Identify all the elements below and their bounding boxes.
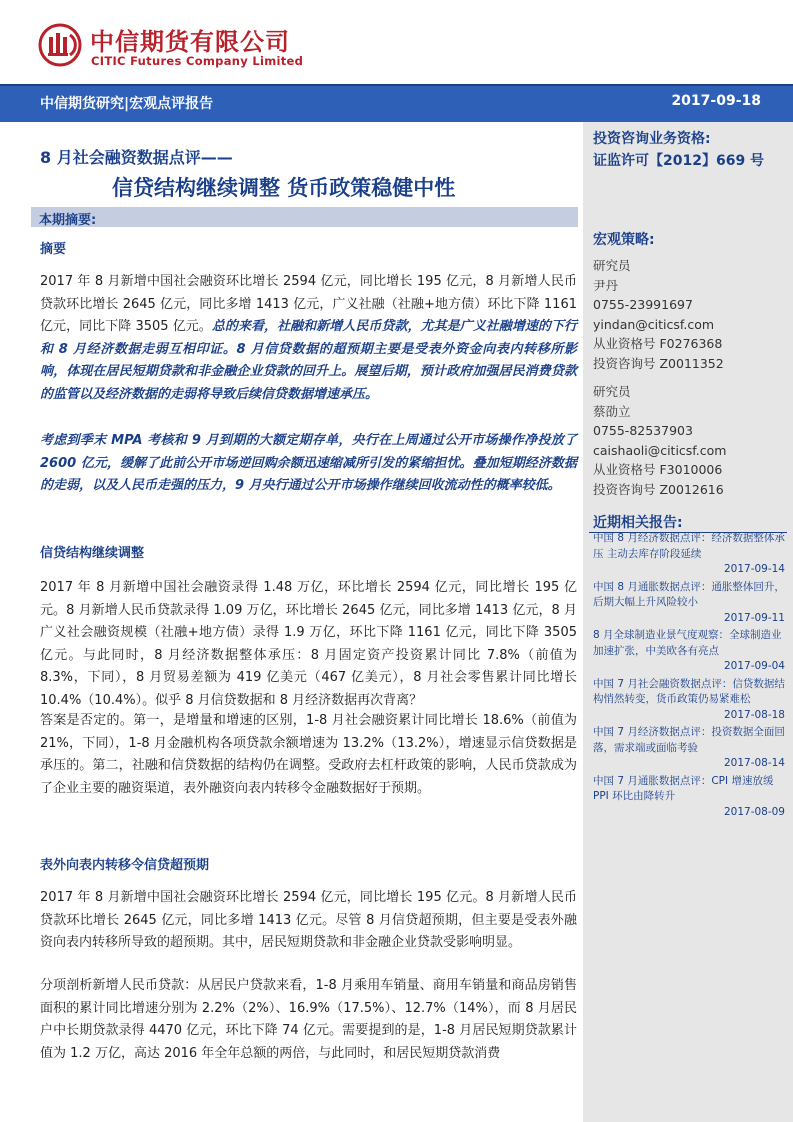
abstract-p1-emphasis: 总的来看，社融和新增人民币贷款，尤其是广义社融增速的下行和 8 月经济数据走弱互相印证。8 月信贷数据的超预期主要是受表外资金向表内转移所影响，体现在居民短期贷款和非金融企业贷款的回升上。展望后期，预计政府加强居民消费贷款的监管以及经济数据的走弱将导致后续信贷数据增速承压。 [40, 319, 577, 402]
researcher-consult: 投资咨询号 Z0012616 [593, 481, 724, 497]
related-report-date: 2017-09-11 [723, 611, 785, 624]
related-report-title: 中国 7 月经济数据点评：投资数据全面回落，需求端或面临考验 [593, 726, 785, 754]
researcher-email[interactable]: caishaoli@citicsf.com [593, 442, 727, 458]
related-report-title: 8 月全球制造业景气度观察：全球制造业加速扩张，中美欧各有亮点 [593, 629, 782, 657]
report-title-line1: 8 月社会融资数据点评—— [40, 148, 233, 167]
qualification-line2: 证监许可【2012】669 号 [593, 153, 765, 169]
related-report-title: 中国 7 月通胀数据点评：CPI 增速放缓 PPI 环比由降转升 [593, 774, 774, 802]
offbs-section-heading: 表外向表内转移令信贷超预期 [40, 858, 210, 873]
report-category: 中信期货研究|宏观点评报告 [40, 96, 214, 112]
researcher-consult: 投资咨询号 Z0011352 [593, 355, 724, 371]
related-reports-heading: 近期相关报告: [593, 515, 683, 531]
credit-section-heading: 信贷结构继续调整 [40, 546, 145, 561]
report-date: 2017-09-18 [671, 93, 761, 109]
abstract-paragraph-2 [40, 430, 577, 498]
researcher-role: 研究员 [593, 384, 631, 399]
abstract-heading: 摘要 [40, 242, 67, 257]
related-report-title: 中国 8 月通胀数据点评：通胀整体回升，后期大幅上升风险较小 [593, 580, 785, 608]
researcher-role: 研究员 [593, 258, 631, 273]
company-name-en: CITIC Futures Company Limited [91, 54, 304, 68]
related-report-item[interactable] [593, 580, 785, 627]
related-report-title: 中国 8 月经济数据点评：经济数据整体承压 主动去库存阶段延续 [593, 532, 785, 560]
related-report-item[interactable] [593, 677, 785, 724]
report-title-line2: 信贷结构继续调整 货币政策稳健中性 [112, 176, 456, 200]
researcher-2 [593, 382, 783, 499]
related-report-date: 2017-08-18 [723, 708, 785, 721]
researcher-phone: 0755-82537903 [593, 423, 693, 438]
related-report-date: 2017-09-04 [723, 660, 785, 672]
citic-logo-icon [38, 23, 82, 67]
offbs-paragraph-2: 分项剖析新增人民币贷款：从居民户贷款来看，1-8 月乘用车销量、商用车销量和商品房销售面积的累计同比增速分别为 2.2%（2%）、16.9%（17.5%）、12.7%（14%），而 8 月居民户中长期贷款录得 4470 亿元，环比下降 74 亿元。需要提到的是，1-8 月居民短期贷款累计值为 1.2 万亿，高达 2016 年全年总额的两倍，与此同时，和居民短期贷款消费 [40, 978, 577, 1061]
company-name-cn: 中信期货有限公司 [90, 28, 290, 56]
related-report-item[interactable] [593, 774, 785, 821]
credit-paragraph-2: 答案是否定的。第一，是增量和增速的区别，1-8 月社会融资累计同比增长 18.6%（前值为 21%，下同），1-8 月金融机构各项贷款余额增速为 13.2%（13.2%），增速显示信贷数据是承压的。第二，社融和信贷数据的结构仍在调整。受政府去杠杆政策的影响，人民币贷款成为了企业主要的融资渠道，表外融资向表内转移令金融数据好于预期。 [40, 713, 577, 796]
related-report-date: 2017-08-09 [723, 805, 785, 818]
report-header-band [0, 84, 793, 122]
credit-paragraph-1: 2017 年 8 月新增中国社会融资录得 1.48 万亿，环比增长 2594 亿元，同比增长 195 亿元。8 月新增人民币贷款录得 1.09 万亿，环比增长 2645 亿元，同比多增 1413 亿元，8 月广义社会融资规模（社融+地方债）录得 1.9 万亿，环比下降 1161 亿元，同比下降 3505 亿元。与此同时，8 月经济数据整体承压：8 月固定资产投资累计同比 7.8%（前值为 8.3%，下同），8 月贸易差额为 419 亿美元（467 亿美元），8 月社会零售累计同比增长 10.4%（10.4%）。似乎 8 月信贷数据和 8 月经济数据再次背离？ [40, 580, 577, 708]
related-report-item[interactable] [593, 628, 785, 675]
related-reports-list [593, 531, 785, 822]
researcher-phone: 0755-23991697 [593, 297, 693, 312]
related-report-date: 2017-09-14 [723, 563, 785, 575]
abstract-p2-emphasis: 考虑到季末 MPA 考核和 9 月到期的大额定期存单，央行在上周通过公开市场操作净投放了 2600 亿元，缓解了此前公开市场逆回购余额迅速缩减所引发的紧缩担忧。叠加短期经济数据的走弱，以及人民币走强的压力，9 月央行通过公开市场操作继续回收流动性的概率较低。 [40, 433, 577, 493]
band-top-line [0, 84, 793, 86]
qualification-line1: 投资咨询业务资格: [593, 131, 711, 147]
offbs-paragraph-1: 2017 年 8 月新增中国社会融资环比增长 2594 亿元，同比增长 195 亿元。8 月新增人民币贷款环比增长 2645 亿元，同比多增 1413 亿元。尽管 8 月信贷超预期，但主要是受表外融资向表内转移所导致的超预期。其中，居民短期贷款和非金融企业贷款受影响明显。 [40, 890, 577, 950]
researcher-1 [593, 256, 783, 373]
related-report-title: 中国 7 月社会融资数据点评：信贷数据结构悄然转变，货币政策仍易紧难松 [593, 677, 785, 705]
researcher-cert: 从业资格号 F0276368 [593, 336, 723, 351]
strategy-heading: 宏观策略: [593, 232, 655, 248]
related-report-item[interactable] [593, 531, 785, 578]
abstract-p1-plain: 2017 年 8 月新增中国社会融资环比增长 2594 亿元，同比增长 195 亿元，8 月新增人民币贷款环比增长 2645 亿元，同比多增 1413 亿元，广义社融（社融+地方债）环比下降 1161 亿元，同比下降 3505 亿元。 [40, 274, 577, 334]
summary-bar [31, 207, 578, 227]
researcher-name: 蔡劭立 [593, 403, 631, 419]
researcher-cert: 从业资格号 F3010006 [593, 462, 723, 477]
researcher-name: 尹丹 [593, 277, 619, 293]
related-report-item[interactable] [593, 725, 785, 772]
abstract-paragraph-1 [40, 271, 577, 406]
researcher-email[interactable]: yindan@citicsf.com [593, 316, 715, 332]
summary-label: 本期摘要: [39, 213, 97, 228]
related-report-date: 2017-08-14 [723, 757, 785, 769]
qualification-block [593, 128, 764, 172]
